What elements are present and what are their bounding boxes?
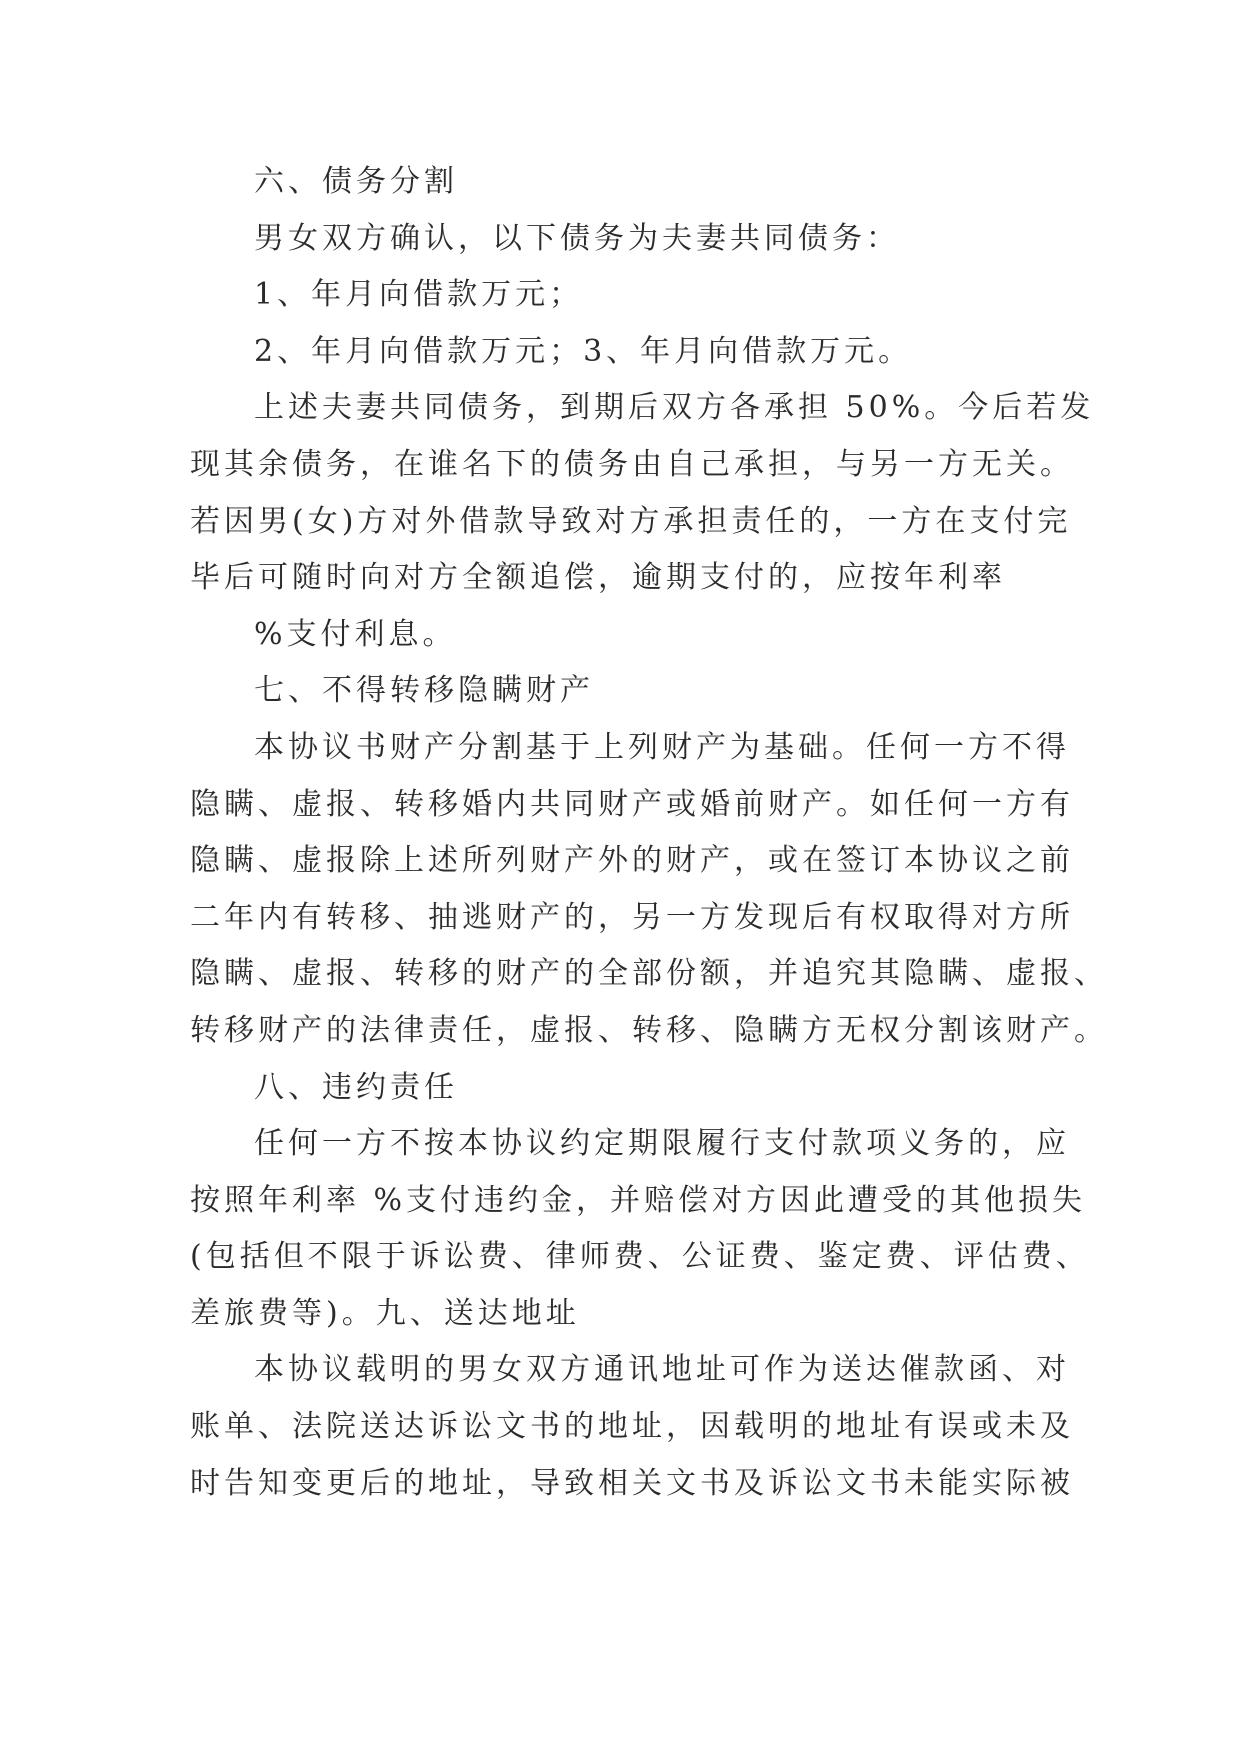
paragraph-line-with-section-heading: 差旅费等)。九、送达地址	[190, 1295, 580, 1331]
paragraph-line: 上述夫妻共同债务，到期后双方各承担 50%。今后若发	[254, 390, 1095, 426]
paragraph-line: 账单、法院送达诉讼文书的地址，因载明的地址有误或未及	[190, 1409, 1074, 1445]
paragraph-line: 时告知变更后的地址，导致相关文书及诉讼文书未能实际被	[190, 1465, 1074, 1501]
paragraph-line: 隐瞒、虚报、转移的财产的全部份额，并追究其隐瞒、虚报、	[190, 956, 1108, 992]
debt-item-2-3: 2、年月向借款万元；3、年月向借款万元。	[254, 333, 913, 369]
debt-item-1: 1、年月向借款万元；	[254, 277, 584, 313]
paragraph-line: 按照年利率 %支付违约金，并赔偿对方因此遭受的其他损失	[190, 1182, 1087, 1218]
paragraph-line: %支付利息。	[254, 616, 457, 652]
section-heading-debt-division: 六、债务分割	[254, 164, 458, 199]
paragraph-line: 毕后可随时向对方全额追偿，逾期支付的，应按年利率	[190, 560, 1006, 596]
paragraph-line: 任何一方不按本协议约定期限履行支付款项义务的，应	[254, 1126, 1070, 1162]
paragraph-line: 隐瞒、虚报、转移婚内共同财产或婚前财产。如任何一方有	[190, 786, 1074, 822]
paragraph-line: (包括但不限于诉讼费、律师费、公证费、鉴定费、评估费、	[190, 1239, 1090, 1275]
paragraph-line: 现其余债务，在谁名下的债务由自己承担，与另一方无关。	[190, 446, 1074, 482]
paragraph-line: 若因男(女)方对外借款导致对方承担责任的，一方在支付完	[190, 503, 1072, 539]
paragraph-line: 二年内有转移、抽逃财产的，另一方发现后有权取得对方所	[190, 899, 1074, 935]
paragraph-line: 男女双方确认，以下债务为夫妻共同债务：	[254, 220, 900, 256]
document-body	[190, 154, 1108, 1512]
paragraph-line: 本协议书财产分割基于上列财产为基础。任何一方不得	[254, 729, 1070, 765]
paragraph-line: 本协议载明的男女双方通讯地址可作为送达催款函、对	[254, 1352, 1070, 1388]
section-heading-no-concealment: 七、不得转移隐瞒财产	[254, 673, 594, 709]
paragraph-line: 转移财产的法律责任，虚报、转移、隐瞒方无权分割该财产。	[190, 1012, 1108, 1048]
section-heading-breach-liability: 八、违约责任	[254, 1069, 458, 1105]
paragraph-line: 隐瞒、虚报除上述所列财产外的财产，或在签订本协议之前	[190, 843, 1074, 879]
